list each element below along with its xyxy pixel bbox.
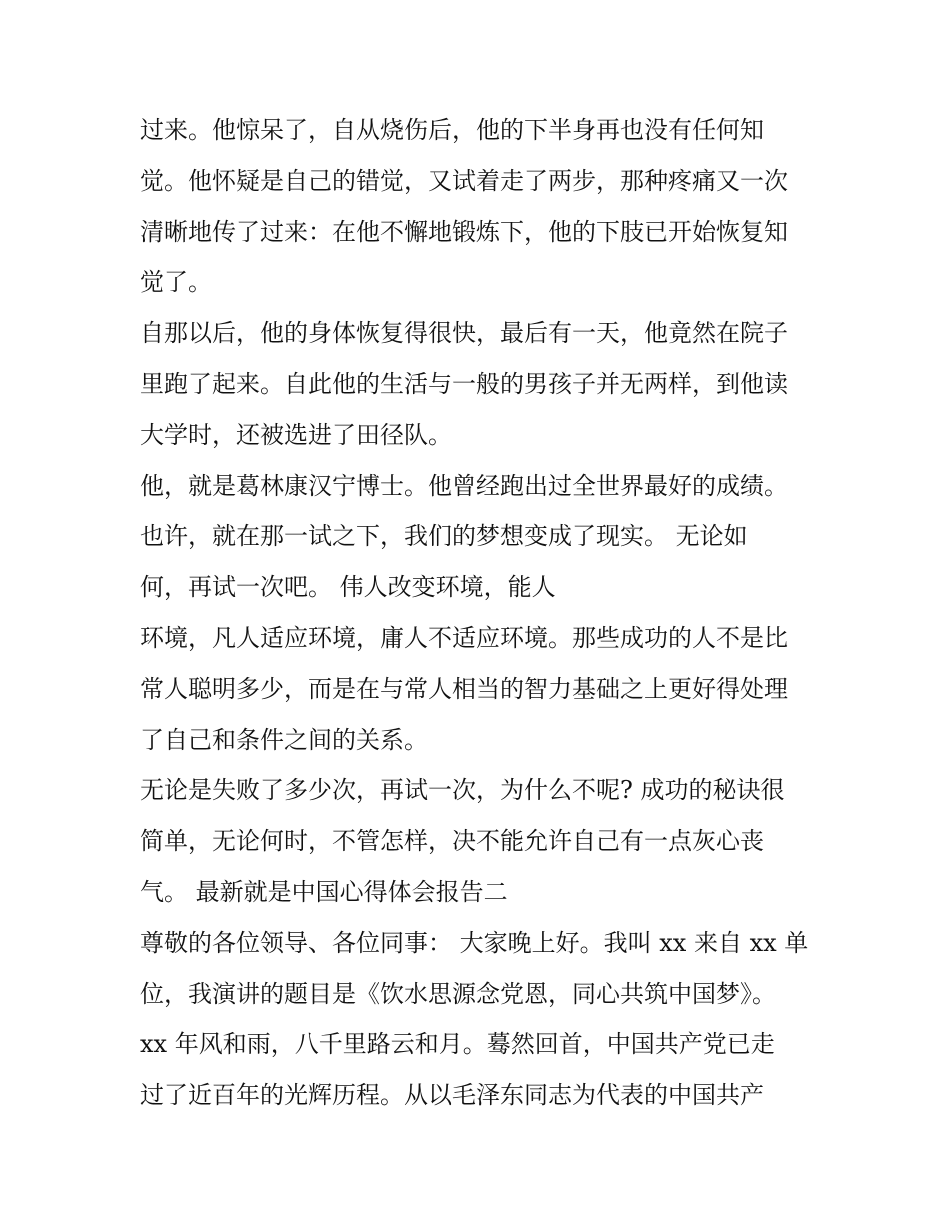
text-line: 了自己和条件之间的关系。 bbox=[140, 725, 428, 754]
text-line: 过来。他惊呆了，自从烧伤后，他的下半身再也没有任何知 bbox=[140, 116, 764, 144]
text-line: 过了近百年的光辉历程。从以毛泽东同志为代表的中国共产 bbox=[140, 1081, 764, 1110]
text-line: 环境，凡人适应环境，庸人不适应环境。那些成功的人不是比 bbox=[140, 623, 788, 652]
document-body bbox=[140, 105, 830, 1121]
text-line: 常人聪明多少，而是在与常人相当的智力基础之上更好得处理 bbox=[140, 674, 788, 703]
text-line: 何，再试一次吧。 伟人改变环境，能人 bbox=[140, 573, 556, 602]
text-line: xx 年风和雨，八千里路云和月。蓦然回首，中国共产党已走 bbox=[140, 1030, 775, 1059]
text-line: 大学时，还被选进了田径队。 bbox=[140, 420, 452, 449]
text-line: 觉。他怀疑是自己的错觉，又试着走了两步，那种疼痛又一次 bbox=[140, 166, 788, 195]
text-line: 清晰地传了过来：在他不懈地锻炼下，他的下肢已开始恢复知 bbox=[140, 217, 788, 246]
text-line: 气。 最新就是中国心得体会报告二 bbox=[140, 877, 508, 906]
text-line: 他，就是葛林康汉宁博士。他曾经跑出过全世界最好的成绩。 bbox=[140, 471, 788, 500]
text-line: 简单，无论何时，不管怎样，决不能允许自己有一点灰心丧 bbox=[140, 827, 764, 856]
text-line: 尊敬的各位领导、各位同事： 大家晚上好。我叫 xx 来自 xx 单 bbox=[140, 928, 809, 957]
text-line: 觉了。 bbox=[140, 268, 212, 297]
text-line: 也许，就在那一试之下，我们的梦想变成了现实。 无论如 bbox=[140, 522, 748, 551]
text-line: 无论是失败了多少次，再试一次，为什么不呢? 成功的秘诀很 bbox=[140, 776, 785, 805]
text-line: 里跑了起来。自此他的生活与一般的男孩子并无两样，到他读 bbox=[140, 369, 788, 398]
text-line: 自那以后，他的身体恢复得很快，最后有一天，他竟然在院子 bbox=[140, 319, 788, 348]
text-line: 位，我演讲的题目是《饮水思源念党恩，同心共筑中国梦》。 bbox=[140, 979, 776, 1008]
